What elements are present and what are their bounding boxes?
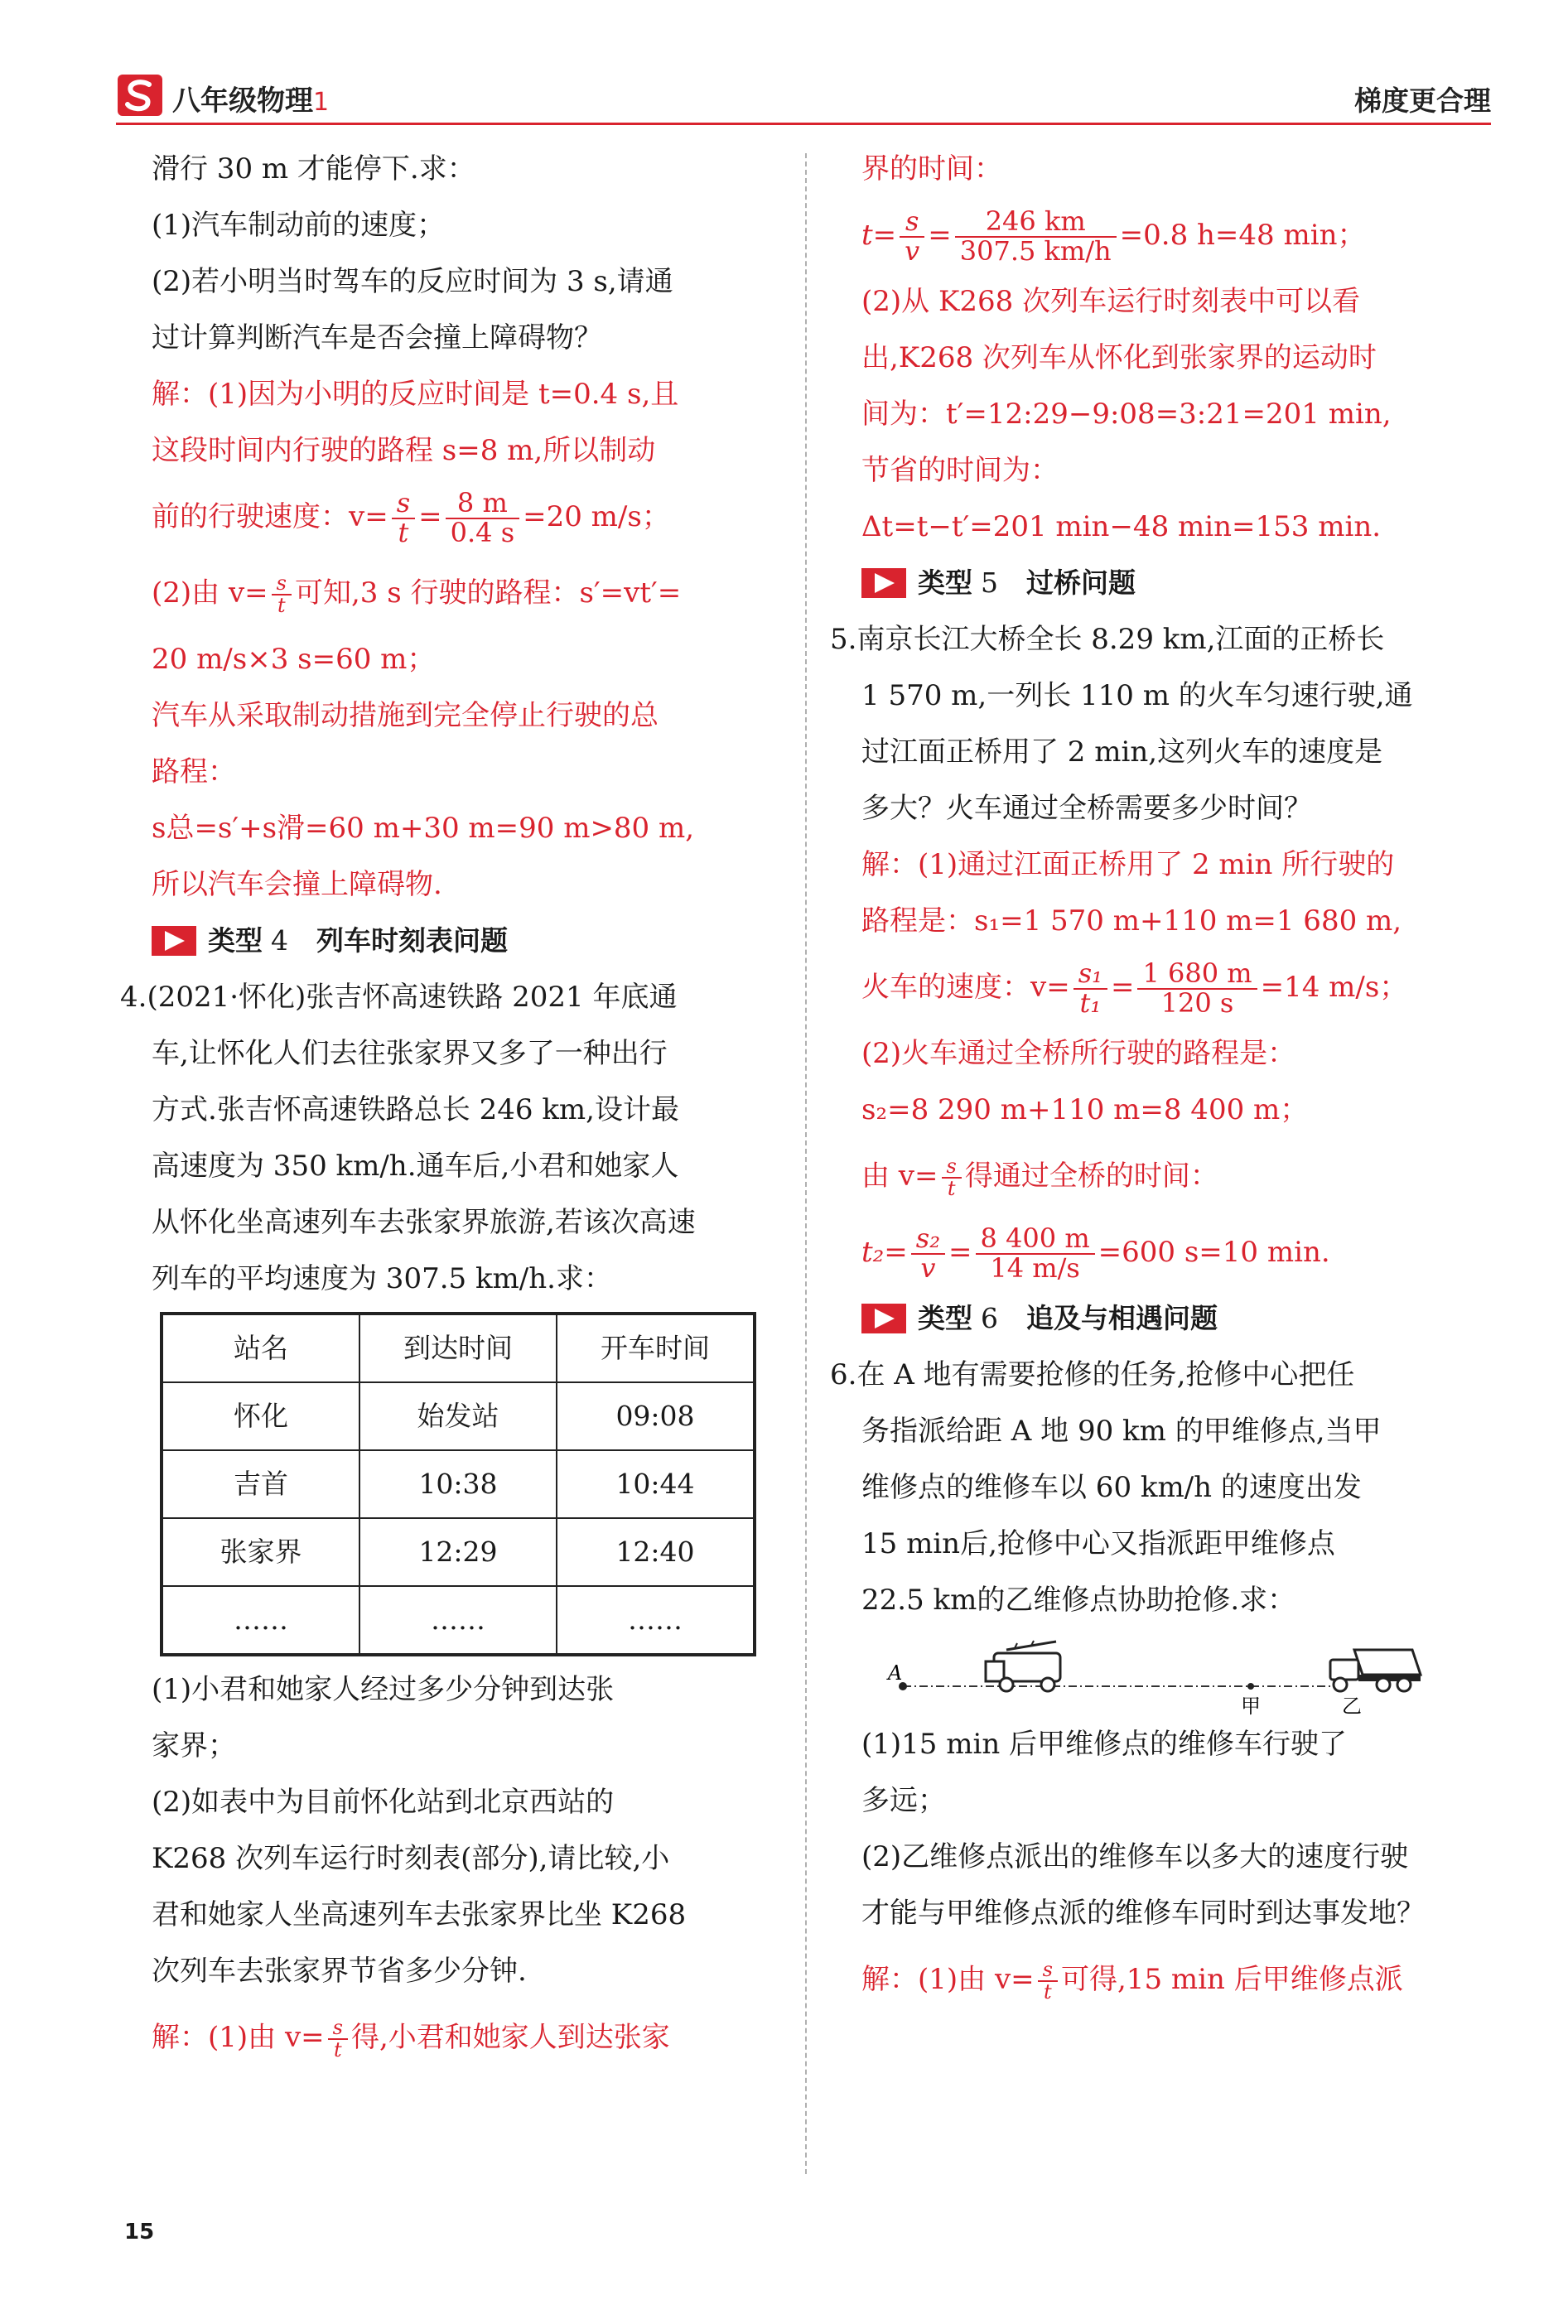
type-4-heading: 类型 4 列车时刻表问题: [152, 913, 781, 969]
label-jia: 甲: [1241, 1695, 1261, 1716]
solution-line: (2)火车通过全桥所行驶的路程是：: [861, 1037, 1296, 1070]
solution-line: 出,K268 次列车从怀化到张家界的运动时: [861, 341, 1377, 374]
right-column: [830, 141, 1491, 2018]
solution-formula: 由 v= $\frac{s}{t}$ 得通过全桥的时间：: [861, 1154, 1218, 1200]
book-title: 八年级物理1: [172, 84, 330, 118]
play-arrow-icon: [861, 568, 906, 598]
solution-formula: t= $\frac{s}{v}$ = $\frac{246 km}{307.5 km/h}$ =0.8 h=48 min；: [861, 205, 1366, 267]
q3-line: 滑行 30 m 才能停下.求：: [152, 152, 475, 186]
solution-line: 间为：t′=12:29−9:08=3:21=201 min,: [861, 398, 1392, 431]
page-number: 15: [124, 2220, 155, 2244]
q4-line: 列车的平均速度为 307.5 km/h.求：: [152, 1262, 612, 1295]
dump-truck-icon: [1330, 1650, 1421, 1691]
q5-line: 过江面正桥用了 2 min,这列火车的速度是: [861, 735, 1383, 769]
solution-line: 这段时间内行驶的路程 s=8 m,所以制动: [152, 434, 656, 467]
q6-line: 15 min后,抢修中心又指派距甲维修点: [861, 1527, 1335, 1560]
table-header: 开车时间: [557, 1314, 755, 1382]
type-5-heading: 类型 5 过桥问题: [861, 555, 1491, 611]
table-cell: ……: [162, 1586, 359, 1655]
table-cell: 怀化: [162, 1382, 359, 1450]
q4-line: 从怀化坐高速列车去张家界旅游,若该次高速: [152, 1206, 696, 1239]
publisher-logo-icon: [116, 73, 164, 118]
solution-formula: t₂= $\frac{\text{s₂}}{v}$ = $\frac{8 400 m}{14 m/s}$ =600 s=10 min.: [861, 1222, 1330, 1284]
repair-route-figure: [870, 1633, 1466, 1716]
solution-line: 所以汽车会撞上障碍物.: [152, 868, 442, 901]
table-cell: 始发站: [359, 1382, 557, 1450]
fire-truck-icon: [986, 1641, 1060, 1691]
solution-line: (2)从 K268 次列车运行时刻表中可以看: [861, 285, 1361, 318]
q6-part2: (2)乙维修点派出的维修车以多大的速度行驶: [861, 1840, 1409, 1873]
q3-part2: (2)若小明当时驾车的反应时间为 3 s,请通: [152, 265, 673, 298]
q4-part1-cont: 家界；: [152, 1729, 236, 1762]
table-cell: ……: [557, 1586, 755, 1655]
type-6-heading: 类型 6 追及与相遇问题: [861, 1290, 1491, 1347]
table-header-row: [162, 1314, 755, 1382]
point-jia-marker: [1247, 1683, 1254, 1690]
q4-line: 4.(2021·怀化)张吉怀高速铁路 2021 年底通: [120, 981, 678, 1014]
table-header: 到达时间: [359, 1314, 557, 1382]
solution-formula: 解：(1)由 v= $\frac{s}{t}$ 可得,15 min 后甲维修点派: [861, 1957, 1403, 2003]
solution-line: 路程：: [152, 755, 236, 788]
table-cell: 12:40: [557, 1518, 755, 1586]
q4-part2: (2)如表中为目前怀化站到北京西站的: [152, 1786, 615, 1819]
q6-line: 维修点的维修车以 60 km/h 的速度出发: [861, 1471, 1362, 1504]
solution-formula: 火车的速度：v= $\frac{\text{s₁}}{\text{t₁}}$ = $\frac{1 680 m}{120 s}$ =14 m/s；: [861, 957, 1408, 1019]
page-header: [116, 73, 1491, 123]
table-row: [162, 1382, 755, 1450]
q4-line: 方式.张吉怀高速铁路总长 246 km,设计最: [152, 1093, 679, 1126]
table-header: 站名: [162, 1314, 359, 1382]
solution-line: 节省的时间为：: [861, 454, 1059, 487]
q6-line: 务指派给距 A 地 90 km 的甲维修点,当甲: [861, 1415, 1382, 1448]
q6-part1: (1)15 min 后甲维修点的维修车行驶了: [861, 1728, 1348, 1761]
table-cell: 10:44: [557, 1450, 755, 1518]
play-arrow-icon: [152, 926, 196, 956]
solution-line: 界的时间：: [861, 152, 1002, 186]
solution-line: 解：(1)通过江面正桥用了 2 min 所行驶的: [861, 848, 1395, 881]
q4-part1: (1)小君和她家人经过多少分钟到达张: [152, 1673, 615, 1706]
q4-part2-cont: 次列车去张家界节省多少分钟.: [152, 1955, 527, 1988]
q6-line: 22.5 km的乙维修点协助抢修.求：: [861, 1584, 1296, 1617]
solution-formula: 前的行驶速度：v= $\frac{s}{t}$ = $\frac{8 m}{0.4 s}$ =20 m/s；: [152, 487, 670, 548]
label-yi: 乙: [1342, 1695, 1362, 1716]
route-diagram: [870, 1633, 1466, 1716]
table-row: [162, 1586, 755, 1655]
table-cell: 张家界: [162, 1518, 359, 1586]
solution-line: 汽车从采取制动措施到完全停止行驶的总: [152, 699, 659, 732]
solution-line: s总=s′+s滑=60 m+30 m=90 m>80 m,: [152, 812, 695, 845]
table-cell: 09:08: [557, 1382, 755, 1450]
solution-formula: (2)由 v= $\frac{s}{t}$ 可知,3 s 行驶的路程：s′=vt′=: [152, 571, 682, 617]
table-cell: 吉首: [162, 1450, 359, 1518]
q4-line: 高速度为 350 km/h.通车后,小君和她家人: [152, 1150, 679, 1183]
q6-part2-cont: 才能与甲维修点派的维修车同时到达事发地？: [861, 1897, 1425, 1930]
q5-line: 1 570 m,一列长 110 m 的火车匀速行驶,通: [861, 679, 1413, 712]
solution-line: 路程是：s₁=1 570 m+110 m=1 680 m,: [861, 904, 1402, 938]
table-row: [162, 1450, 755, 1518]
table-cell: 12:29: [359, 1518, 557, 1586]
q4-line: 车,让怀化人们去往张家界又多了一种出行: [152, 1037, 668, 1070]
column-divider: [805, 153, 807, 2174]
header-rule: [116, 123, 1491, 125]
q6-part1-cont: 多远；: [861, 1784, 946, 1817]
q4-part2-cont: 君和她家人坐高速列车去张家界比坐 K268: [152, 1898, 687, 1931]
q5-line: 5.南京长江大桥全长 8.29 km,江面的正桥长: [830, 623, 1385, 656]
left-column: [120, 141, 781, 2076]
header-tagline: 梯度更合理: [1354, 84, 1491, 117]
solution-line: s₂=8 290 m+110 m=8 400 m；: [861, 1093, 1309, 1126]
q5-line: 多大？火车通过全桥需要多少时间？: [861, 792, 1312, 825]
q4-part2-cont: K268 次列车运行时刻表(部分),请比较,小: [152, 1842, 670, 1875]
q6-line: 6.在 A 地有需要抢修的任务,抢修中心把任: [830, 1358, 1355, 1391]
solution-line: 解：(1)因为小明的反应时间是 t=0.4 s,且: [152, 378, 679, 411]
timetable: [160, 1312, 756, 1656]
solution-line: 20 m/s×3 s=60 m；: [152, 643, 436, 676]
label-a: A: [888, 1661, 903, 1685]
play-arrow-icon: [861, 1304, 906, 1333]
q3-part2-cont: 过计算判断汽车是否会撞上障碍物？: [152, 321, 602, 354]
solution-formula: 解：(1)由 v= $\frac{s}{t}$ 得,小君和她家人到达张家: [152, 2015, 670, 2061]
table-cell: ……: [359, 1586, 557, 1655]
solution-line: Δt=t−t′=201 min−48 min=153 min.: [861, 510, 1382, 543]
table-row: [162, 1518, 755, 1586]
table-cell: 10:38: [359, 1450, 557, 1518]
q3-part1: (1)汽车制动前的速度；: [152, 209, 446, 242]
